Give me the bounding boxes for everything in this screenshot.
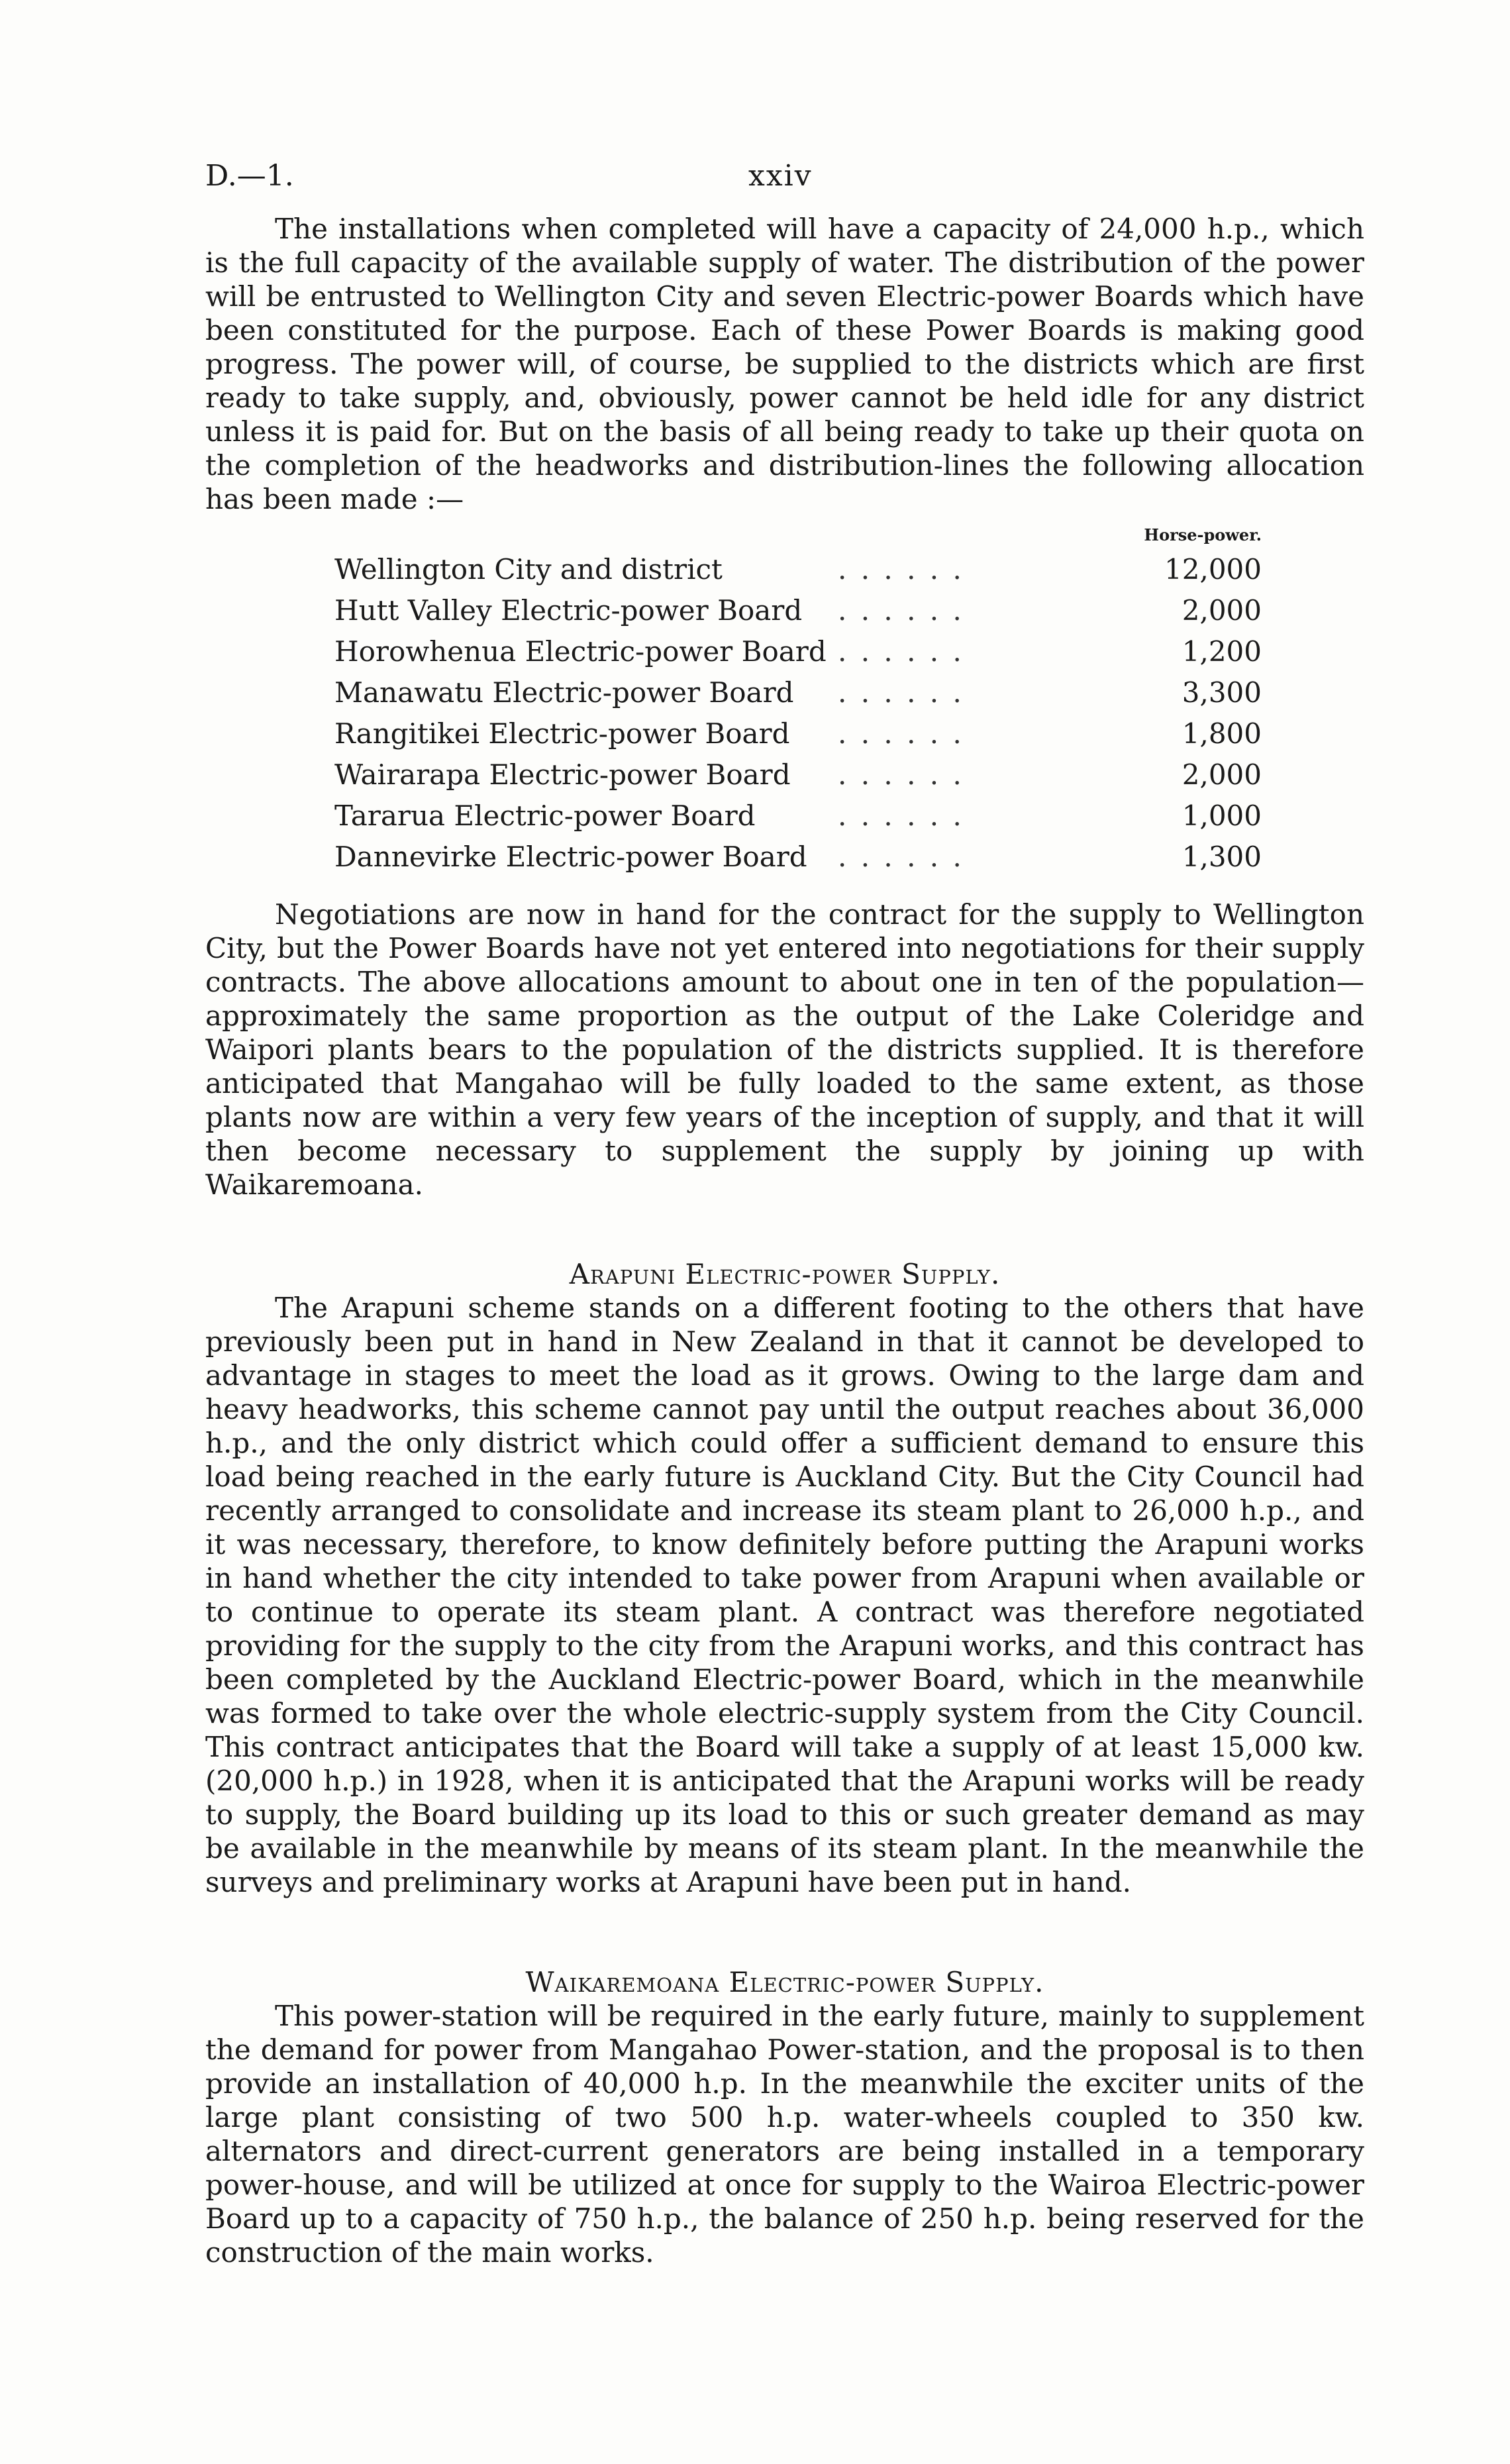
allocation-district: Wellington City and district xyxy=(334,553,723,586)
page-number: xxiv xyxy=(748,159,813,193)
allocation-horse-power: 2,000 xyxy=(1182,758,1262,791)
allocation-horse-power: 12,000 xyxy=(1164,553,1262,586)
section-spacer xyxy=(205,1899,1364,1965)
dot-leader: . . . . . . xyxy=(838,799,964,832)
allocation-row xyxy=(334,631,1262,672)
allocation-row xyxy=(334,796,1262,837)
allocation-district: Hutt Valley Electric-power Board xyxy=(334,594,803,627)
allocation-row xyxy=(334,837,1262,878)
allocation-horse-power: 2,000 xyxy=(1182,594,1262,627)
dot-leader: . . . . . . xyxy=(838,841,964,873)
allocation-district: Tararua Electric-power Board xyxy=(334,799,756,832)
allocation-column-header: Horse-power. xyxy=(1144,525,1262,544)
allocation-horse-power: 1,200 xyxy=(1182,635,1262,668)
allocation-horse-power: 1,300 xyxy=(1182,841,1262,873)
negotiations-paragraph: Negotiations are now in hand for the contract for the supply to Wellington City, but the Power Boards have not yet entered into negotiations for their supply contracts. The above allocations amount to about one in ten of the population—approximately the same proportion as the output of the Lake Coleridge and Waipori plants bears to the population of the districts supplied. It is therefore anticipated that Mangahao will be fully loaded to the same extent, as those plants now are within a very few years of the inception of supply, and that it will then become necessary to supplement the supply by joining up with Waikaremoana. xyxy=(205,898,1364,1201)
dot-leader: . . . . . . xyxy=(838,553,964,586)
allocation-row xyxy=(334,549,1262,590)
allocation-row xyxy=(334,754,1262,796)
dot-leader: . . . . . . xyxy=(838,676,964,709)
allocation-district: Rangitikei Electric-power Board xyxy=(334,717,790,750)
allocation-district: Wairarapa Electric-power Board xyxy=(334,758,791,791)
dot-leader: . . . . . . xyxy=(838,635,964,668)
waikaremoana-paragraph: This power-station will be required in the early future, mainly to supplement the demand for power from Mangahao Power-station, and the proposal is to then provide an installation of 40,000 h.p. In the meanwhile the exciter units of the large plant consisting of two 500 h.p. water-wheels coupled to 350 kw. alternators and direct-current generators are being installed in a temporary power-house, and will be utilized at once for supply to the Wairoa Electric-power Board up to a capacity of 750 h.p., the balance of 250 h.p. being reserved for the construction of the main works. xyxy=(205,2000,1364,2269)
allocation-horse-power: 3,300 xyxy=(1182,676,1262,709)
dot-leader: . . . . . . xyxy=(838,594,964,627)
allocation-horse-power: 1,000 xyxy=(1182,799,1262,832)
arapuni-paragraph: The Arapuni scheme stands on a different footing to the others that have previously been put in hand in New Zealand in that it cannot be developed to advantage in stages to meet the load as it grows. Owing to the large dam and heavy headworks, this scheme cannot pay until the output reaches about 36,000 h.p., and the only district which could offer a sufficient demand to ensure this load being reached in the early future is Auckland City. But the City Council had recently arranged to consolidate and increase its steam plant to 26,000 h.p., and it was necessary, therefore, to know definitely before putting the Arapuni works in hand whether the city intended to take power from Arapuni when available or to continue to operate its steam plant. A contract was therefore negotiated providing for the supply to the city from the Arapuni works, and this contract has been completed by the Auckland Electric-power Board, which in the meanwhile was formed to take over the whole electric-supply system from the City Council. This contract anticipates that the Board will take a supply of at least 15,000 kw. (20,000 h.p.) in 1928, when it is anticipated that the Arapuni works will be ready to supply, the Board building up its load to this or such greater demand as may be available in the meanwhile by means of its steam plant. In the meanwhile the surveys and preliminary works at Arapuni have been put in hand. xyxy=(205,1292,1364,1898)
allocation-district: Horowhenua Electric-power Board xyxy=(334,635,827,668)
page-header xyxy=(205,159,1364,212)
dot-leader: . . . . . . xyxy=(838,717,964,750)
allocation-row xyxy=(334,590,1262,631)
document-page xyxy=(205,159,1364,2269)
section-spacer xyxy=(205,1202,1364,1257)
allocation-horse-power: 1,800 xyxy=(1182,717,1262,750)
allocation-row xyxy=(334,713,1262,754)
dot-leader: . . . . . . xyxy=(838,758,964,791)
arapuni-section-heading: Arapuni Electric-power Supply. xyxy=(569,1258,1001,1290)
allocation-district: Manawatu Electric-power Board xyxy=(334,676,794,709)
document-reference: D.—1. xyxy=(205,159,294,193)
allocation-table xyxy=(334,525,1262,878)
allocation-district: Dannevirke Electric-power Board xyxy=(334,841,807,873)
intro-paragraph: The installations when completed will have a capacity of 24,000 h.p., which is the full capacity of the available supply of water. The distribution of the power will be entrusted to Wellington City and seven Electric-power Boards which have been constituted for the purpose. Each of these Power Boards is making good progress. The power will, of course, be supplied to the districts which are first ready to take supply, and, obviously, power cannot be held idle for any district unless it is paid for. But on the basis of all being ready to take up their quota on the completion of the headworks and distribution-lines the following allocation has been made :— xyxy=(205,213,1364,515)
waikaremoana-section-heading: Waikaremoana Electric-power Supply. xyxy=(525,1966,1044,1998)
allocation-row xyxy=(334,672,1262,713)
